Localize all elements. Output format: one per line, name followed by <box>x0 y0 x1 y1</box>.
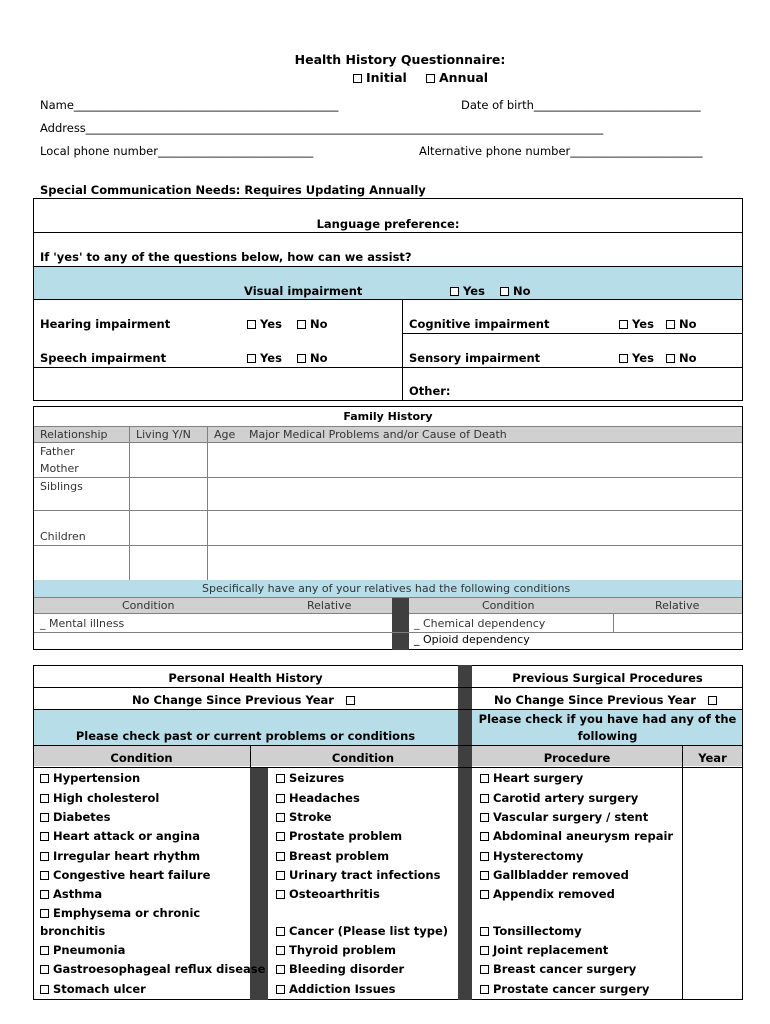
surgical-title: Previous Surgical Procedures <box>512 671 703 685</box>
address-field[interactable]: Address__________________________________________________________________________________________ <box>40 121 604 135</box>
checkbox-icon[interactable] <box>276 813 285 822</box>
checkbox-icon[interactable] <box>40 794 49 803</box>
condition-item[interactable]: Diabetes <box>40 810 110 824</box>
family-mother: Mother <box>40 462 79 475</box>
procedure-item[interactable]: Gallbladder removed <box>480 868 629 882</box>
family-children: Children <box>40 530 86 543</box>
checkbox-icon[interactable] <box>276 774 285 783</box>
family-father: Father <box>40 445 75 458</box>
procedure-item[interactable]: Joint replacement <box>480 943 608 957</box>
cognitive-no[interactable]: No <box>666 317 697 331</box>
sensory-no[interactable]: No <box>666 351 697 365</box>
checkbox-icon[interactable] <box>480 813 489 822</box>
checkbox-icon[interactable] <box>276 871 285 880</box>
hearing-impairment-label: Hearing impairment <box>40 317 171 331</box>
checkbox-icon[interactable] <box>450 287 459 296</box>
name-field[interactable]: Name______________________________________________ <box>40 98 339 112</box>
language-preference-label: Language preference: <box>316 217 460 231</box>
procedure-item[interactable]: Carotid artery surgery <box>480 791 638 805</box>
checkbox-icon[interactable] <box>276 890 285 899</box>
condition-item[interactable]: Heart attack or angina <box>40 829 200 843</box>
checkbox-icon[interactable] <box>480 946 489 955</box>
visual-impairment-label: Visual impairment <box>244 284 363 298</box>
procedure-item[interactable]: Appendix removed <box>480 887 615 901</box>
col-relative-left: Relative <box>307 599 352 612</box>
surgical-instruction-2: following <box>577 729 638 743</box>
special-needs-heading: Special Communication Needs: Requires Updating Annually <box>40 183 426 197</box>
condition-item[interactable]: Thyroid problem <box>276 943 396 957</box>
checkbox-icon[interactable] <box>480 852 489 861</box>
condition-item[interactable]: Headaches <box>276 791 360 805</box>
checkbox-icon[interactable] <box>247 320 256 329</box>
checkbox-icon[interactable] <box>480 871 489 880</box>
cognitive-impairment-label: Cognitive impairment <box>409 317 550 331</box>
col-problems: Major Medical Problems and/or Cause of Death <box>249 428 507 441</box>
condition-item[interactable]: Prostate problem <box>276 829 402 843</box>
sensory-yes[interactable]: Yes <box>619 351 654 365</box>
col-procedure: Procedure <box>543 751 611 765</box>
checkbox-icon[interactable] <box>480 890 489 899</box>
personal-instruction: Please check past or current problems or conditions <box>75 729 416 743</box>
checkbox-icon[interactable] <box>426 74 435 83</box>
procedure-item[interactable]: Vascular surgery / stent <box>480 810 648 824</box>
condition-item[interactable]: Asthma <box>40 887 102 901</box>
condition-item[interactable]: Gastroesophageal reflux disease <box>40 962 265 976</box>
procedure-item[interactable]: Abdominal aneurysm repair <box>480 829 673 843</box>
condition-item[interactable]: Urinary tract infections <box>276 868 440 882</box>
relatives-conditions-heading: Specifically have any of your relatives had the following conditions <box>202 582 571 595</box>
condition-item[interactable]: Emphysema or chronic <box>40 906 200 920</box>
procedure-item[interactable]: Tonsillectomy <box>480 924 582 938</box>
checkbox-icon[interactable] <box>480 774 489 783</box>
checkbox-icon[interactable] <box>619 320 628 329</box>
checkbox-icon[interactable] <box>40 774 49 783</box>
speech-impairment-label: Speech impairment <box>40 351 167 365</box>
checkbox-icon[interactable] <box>276 852 285 861</box>
condition-item[interactable]: Stroke <box>276 810 332 824</box>
visual-yes[interactable]: Yes <box>450 284 485 298</box>
col-relationship: Relationship <box>40 428 108 441</box>
condition-item[interactable]: High cholesterol <box>40 791 159 805</box>
checkbox-icon[interactable] <box>500 287 509 296</box>
checkbox-icon[interactable] <box>276 985 285 994</box>
condition-item[interactable]: Pneumonia <box>40 943 125 957</box>
col-condition-right: Condition <box>482 599 535 612</box>
col-condition-1: Condition <box>110 751 173 765</box>
checkbox-icon[interactable] <box>276 927 285 936</box>
personal-history-title: Personal Health History <box>168 671 323 685</box>
checkbox-icon[interactable] <box>480 927 489 936</box>
condition-item[interactable]: Addiction Issues <box>276 982 395 996</box>
hearing-no[interactable]: No <box>297 317 328 331</box>
checkbox-icon[interactable] <box>247 354 256 363</box>
opioid-dependency: _ Opioid dependency <box>414 633 530 646</box>
checkbox-icon[interactable] <box>276 832 285 841</box>
checkbox-icon[interactable] <box>708 696 717 705</box>
col-year: Year <box>698 751 727 765</box>
checkbox-icon[interactable] <box>480 985 489 994</box>
col-age: Age <box>214 428 236 441</box>
checkbox-icon[interactable] <box>40 965 49 974</box>
checkbox-icon[interactable] <box>619 354 628 363</box>
family-siblings: Siblings <box>40 480 83 493</box>
checkbox-icon[interactable] <box>40 909 49 918</box>
chemical-dependency: _ Chemical dependency <box>414 617 546 630</box>
checkbox-icon[interactable] <box>297 320 306 329</box>
local-phone-field[interactable]: Local phone number___________________________ <box>40 144 314 158</box>
assist-question: If 'yes' to any of the questions below, how can we assist? <box>40 250 412 264</box>
col-condition-left: Condition <box>122 599 175 612</box>
page-title: Health History Questionnaire: <box>294 52 506 67</box>
personal-no-change[interactable]: No Change Since Previous Year <box>33 693 458 707</box>
condition-item-continued: bronchitis <box>40 924 106 938</box>
checkbox-icon[interactable] <box>480 832 489 841</box>
dob-field[interactable]: Date of birth_____________________________ <box>461 98 701 112</box>
family-history-title: Family History <box>343 410 433 423</box>
checkbox-icon[interactable] <box>40 852 49 861</box>
checkbox-icon[interactable] <box>40 985 49 994</box>
procedure-item[interactable]: Breast cancer surgery <box>480 962 636 976</box>
checkbox-icon[interactable] <box>480 794 489 803</box>
procedure-item[interactable]: Hysterectomy <box>480 849 583 863</box>
option-initial[interactable]: Initial <box>353 70 407 85</box>
condition-item[interactable]: Stomach ulcer <box>40 982 146 996</box>
checkbox-icon[interactable] <box>353 74 362 83</box>
visual-no[interactable]: No <box>500 284 531 298</box>
checkbox-icon[interactable] <box>276 946 285 955</box>
condition-item[interactable]: Hypertension <box>40 771 140 785</box>
condition-item[interactable]: Irregular heart rhythm <box>40 849 200 863</box>
col-relative-right: Relative <box>655 599 700 612</box>
checkbox-icon[interactable] <box>666 320 675 329</box>
mental-illness: _ Mental illness <box>40 617 125 630</box>
surgical-instruction-1: Please check if you have had any of the <box>478 712 737 726</box>
procedure-item[interactable]: Prostate cancer surgery <box>480 982 649 996</box>
checkbox-icon[interactable] <box>666 354 675 363</box>
cognitive-yes[interactable]: Yes <box>619 317 654 331</box>
alt-phone-field[interactable]: Alternative phone number_______________________ <box>419 144 703 158</box>
checkbox-icon[interactable] <box>276 794 285 803</box>
procedure-item[interactable]: Heart surgery <box>480 771 583 785</box>
col-condition-2: Condition <box>331 751 395 765</box>
other-label: Other: <box>409 384 451 398</box>
checkbox-icon[interactable] <box>40 871 49 880</box>
condition-item[interactable]: Bleeding disorder <box>276 962 404 976</box>
option-annual[interactable]: Annual <box>426 70 488 85</box>
hearing-yes[interactable]: Yes <box>247 317 282 331</box>
checkbox-icon[interactable] <box>480 965 489 974</box>
checkbox-icon[interactable] <box>297 354 306 363</box>
speech-yes[interactable]: Yes <box>247 351 282 365</box>
checkbox-icon[interactable] <box>40 813 49 822</box>
col-living: Living Y/N <box>136 428 191 441</box>
checkbox-icon[interactable] <box>276 965 285 974</box>
checkbox-icon[interactable] <box>40 890 49 899</box>
visual-impairment-row <box>34 267 742 299</box>
speech-no[interactable]: No <box>297 351 328 365</box>
condition-item[interactable]: Breast problem <box>276 849 389 863</box>
checkbox-icon[interactable] <box>40 832 49 841</box>
condition-item[interactable]: Congestive heart failure <box>40 868 210 882</box>
condition-item[interactable]: Seizures <box>276 771 344 785</box>
condition-item[interactable]: Cancer (Please list type) <box>276 924 448 938</box>
sensory-impairment-label: Sensory impairment <box>409 351 541 365</box>
condition-item[interactable]: Osteoarthritis <box>276 887 380 901</box>
checkbox-icon[interactable] <box>346 696 355 705</box>
checkbox-icon[interactable] <box>40 946 49 955</box>
surgical-no-change[interactable]: No Change Since Previous Year <box>472 693 743 707</box>
